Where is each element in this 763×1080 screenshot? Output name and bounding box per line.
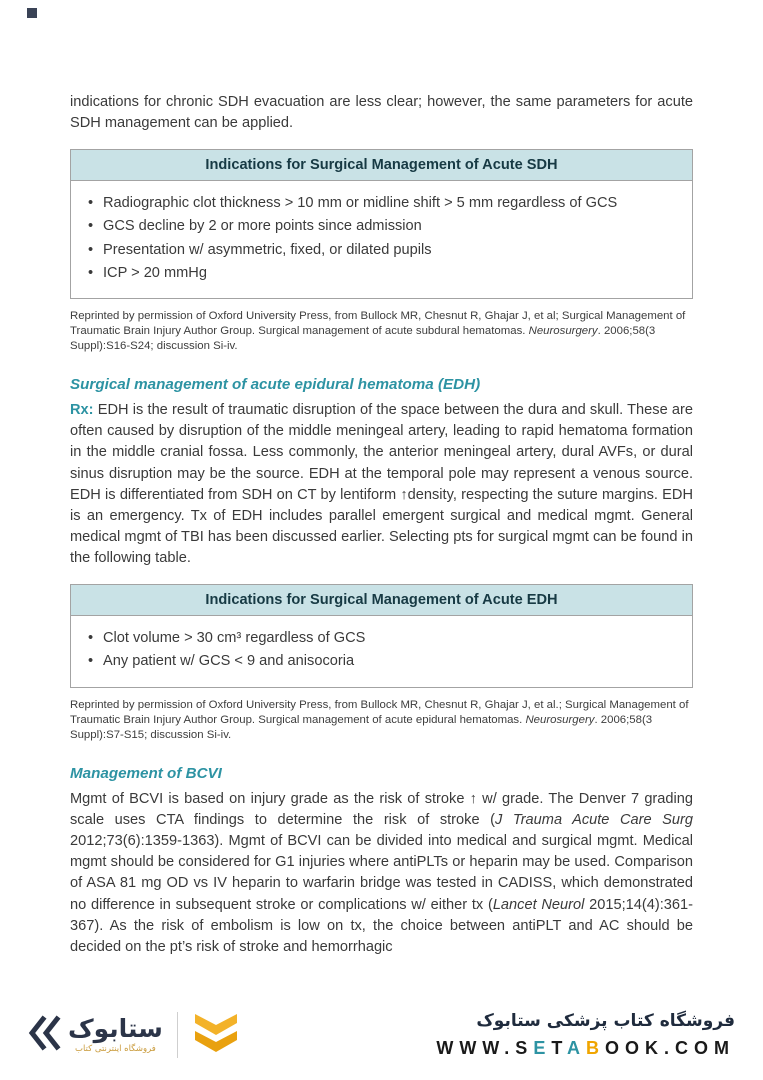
edh-citation: Reprinted by permission of Oxford University Press, from Bullock MR, Chesnut R, Ghajar J, et al.; Surgical Management of Traumatic Brain Injury Author Group. Surgical management of acute epidural hematomas. Neurosurgery. 2006;58(3 Suppl):S7-S15; discussion Si-iv. <box>70 698 689 741</box>
footer <box>0 990 763 1080</box>
website-url: WWW.SETABOOK.COM <box>436 1038 735 1058</box>
edh-table-bullet-list <box>71 616 692 686</box>
page-content <box>70 92 693 964</box>
heading-edh: Surgical management of acute epidural hematoma (EDH) <box>70 376 481 394</box>
page-corner-mark <box>27 8 37 18</box>
diamond-chevron-logo-icon <box>192 1012 240 1059</box>
double-chevron-left-icon <box>28 1014 62 1057</box>
brand-name-farsi: ستابوک <box>68 1013 163 1043</box>
sdh-table-title: Indications for Surgical Management of Acute SDH <box>71 150 692 181</box>
table-bullet-item: • Any patient w/ GCS < 9 and anisocoria <box>103 651 678 672</box>
footer-divider <box>177 1012 178 1058</box>
table-bullet-item: • ICP > 20 mmHg <box>103 263 678 284</box>
footer-store-area <box>436 1011 735 1059</box>
store-title-farsi: فروشگاه کتاب پزشکی ستابوک <box>476 1011 735 1031</box>
edh-table-title: Indications for Surgical Management of Acute EDH <box>71 585 692 616</box>
intro-paragraph: indications for chronic SDH evacuation are less clear; however, the same parameters for acute SDH management can be applied. <box>70 94 693 132</box>
setabook-logo <box>28 1014 163 1057</box>
sdh-indications-table <box>70 149 693 299</box>
heading-bcvi: Management of BCVI <box>70 764 222 782</box>
edh-indications-table <box>70 584 693 687</box>
table-bullet-item: • Clot volume > 30 cm³ regardless of GCS <box>103 628 678 649</box>
edh-paragraph: Rx: EDH is the result of traumatic disruption of the space between the dura and skull. These are often caused by disruption of the middle meningeal artery, leading to rapid hematoma formation in the middle cranial fossa. Less commonly, the anterior meningeal artery, dural AVFs, or dural sinus disruption may be the source. EDH at the temporal pole may represent a venous source. EDH is differentiated from SDH on CT by lentiform ↑density, respecting the suture margins. EDH is an emergency. Tx of EDH includes parallel emergent surgical and medical mgmt. General medical mgmt of TBI has been discussed earlier. Selecting pts for surgical mgmt can be found in the following table. <box>70 402 693 567</box>
footer-brand-area <box>28 1012 240 1059</box>
table-bullet-item: • Presentation w/ asymmetric, fixed, or dilated pupils <box>103 240 678 261</box>
brand-caption-farsi: فروشگاه اینترنتی کتاب <box>74 1044 156 1055</box>
sdh-citation: Reprinted by permission of Oxford University Press, from Bullock MR, Chesnut R, Ghajar J, et al; Surgical Management of Traumatic Brain Injury Author Group. Surgical management of acute subdural hematomas. Neurosurgery. 2006;58(3 Suppl):S16-S24; discussion Si-iv. <box>70 309 686 353</box>
table-bullet-item: • Radiographic clot thickness > 10 mm or midline shift > 5 mm regardless of GCS <box>103 193 678 214</box>
sdh-table-bullet-list <box>71 181 692 298</box>
bcvi-paragraph: Mgmt of BCVI is based on injury grade as the risk of stroke ↑ w/ grade. The Denver 7 grading scale uses CTA findings to determine the risk of stroke (J Trauma Acute Care Surg 2012;73(6):1359-1363). Mgmt of BCVI can be divided into medical and surgical mgmt. Medical mgmt should be considered for G1 injuries where antiPLTs or heparin may be used. Comparison of ASA 81 mg OD vs IV heparin to warfarin bridge was tested in CADISS, which demonstrated no difference in subsequent stroke or complications w/ either tx (Lancet Neurol 2015;14(4):361-367). As the risk of embolism is low on tx, the choice between antiPLT and AC should be decided on the pt’s risk of stroke and hemorrhagic <box>70 790 693 955</box>
brand-text <box>68 1013 163 1055</box>
table-bullet-item: • GCS decline by 2 or more points since admission <box>103 216 678 237</box>
